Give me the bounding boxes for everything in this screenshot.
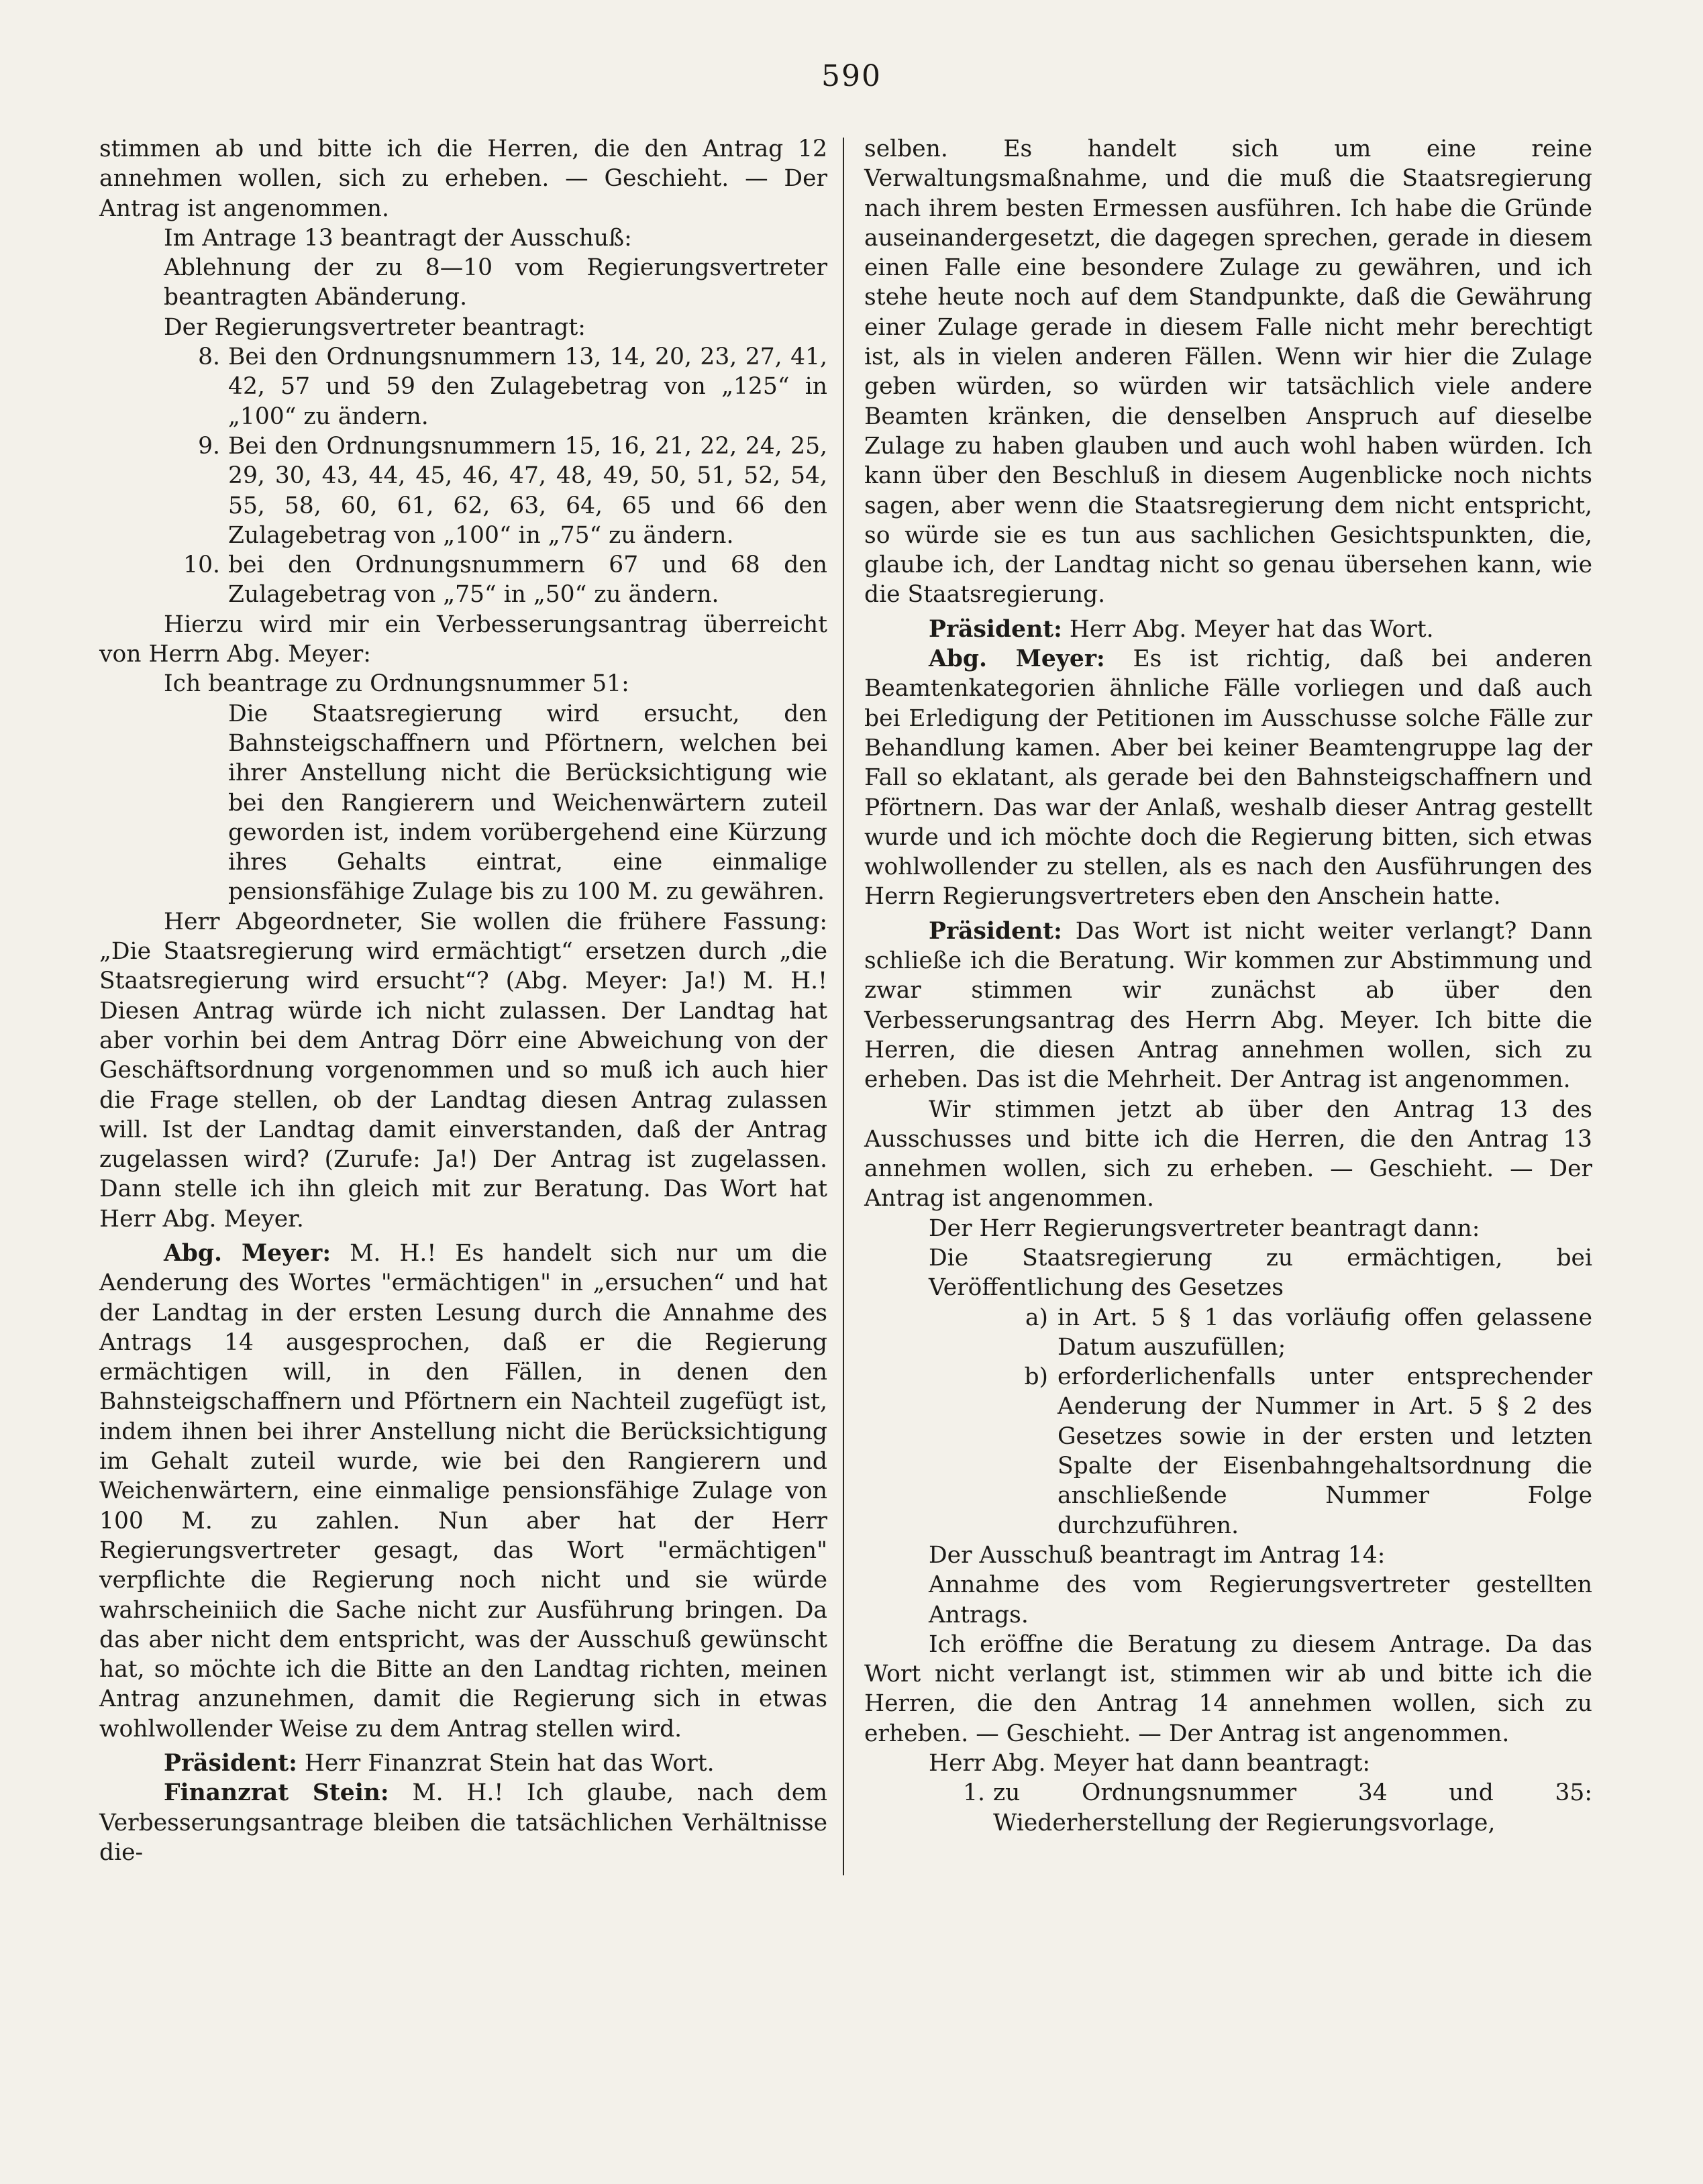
paragraph: stimmen ab und bitte ich die Herren, die den Antrag 12 annehmen wollen, sich zu erheben. — Geschieht. — Der Antrag ist angenommen. bbox=[99, 136, 827, 222]
paragraph: Der Ausschuß beantragt im Antrag 14: bbox=[929, 1541, 1386, 1569]
speech bbox=[864, 917, 1592, 1095]
list-item-text: zu Ordnungsnummer 34 und 35: Wiederherstellung der Regierungsvorlage, bbox=[993, 1779, 1592, 1836]
speech bbox=[864, 615, 1592, 644]
speaker-label: Abg. Meyer: bbox=[929, 645, 1105, 673]
motion-text: Die Staatsregierung wird ersucht, den Bahnsteigschaffnern und Pförtnern, welchen bei ihrer Anstellung nicht die Berücksichtigung wie bei den Rangierern und Weichenwärtern zuteil geworden ist, indem vorübergehend eine Kürzung ihres Gehalts eintrat, eine einmalige pensionsfähige Zulage bis zu 100 M. zu gewähren. bbox=[228, 700, 827, 906]
list-item-number: b) bbox=[1024, 1363, 1048, 1391]
right-column bbox=[864, 134, 1592, 1838]
motion-intro: Ich beantrage zu Ordnungsnummer 51: bbox=[164, 670, 629, 698]
speech bbox=[864, 644, 1592, 912]
paragraph: Wir stimmen jetzt ab über den Antrag 13 des Ausschusses und bitte ich die Herren, die den Antrag 13 annehmen wollen, sich zu erheben. — Geschieht. — Der Antrag ist angenommen. bbox=[864, 1096, 1592, 1212]
speaker-label: Abg. Meyer: bbox=[164, 1239, 331, 1267]
speech bbox=[99, 1749, 827, 1778]
list-item bbox=[164, 550, 827, 610]
paragraph: Der Herr Regierungsvertreter beantragt dann: bbox=[929, 1214, 1480, 1242]
motion-text: Die Staatsregierung zu ermächtigen, bei Veröffentlichung des Gesetzes bbox=[929, 1244, 1592, 1302]
speaker-label: Präsident: bbox=[929, 917, 1062, 945]
list-item-number: a) bbox=[1025, 1304, 1048, 1331]
list-item-number: 10. bbox=[183, 552, 220, 579]
list-item-number: 8. bbox=[198, 344, 220, 371]
paragraph: Im Antrage 13 beantragt der Ausschuß: bbox=[164, 224, 632, 252]
speaker-label: Präsident: bbox=[164, 1750, 297, 1777]
speech-text: M. H.! Ich glaube, nach dem Verbesserungsantrage bleiben die tatsächlichen Verhältnisse die- bbox=[99, 1779, 827, 1866]
list-item bbox=[993, 1303, 1592, 1363]
committee-motion: Annahme des vom Regierungsvertreter gestellten Antrags. bbox=[929, 1571, 1592, 1628]
paragraph: Hierzu wird mir ein Verbesserungsantrag überreicht von Herrn Abg. Meyer: bbox=[99, 611, 827, 668]
list-item bbox=[993, 1362, 1592, 1541]
left-column bbox=[99, 134, 827, 1867]
speech-text: Herr Abg. Meyer hat das Wort. bbox=[1069, 615, 1434, 643]
speech-text: Es ist richtig, daß bei anderen Beamtenkategorien ähnliche Fälle vorliegen und daß auch bei Erledigung der Petitionen im Ausschusse solche Fälle zur Behandlung kamen. Aber bei keiner Beamtengruppe lag der Fall so eklatant, als gerade bei den Bahnsteigschaffnern und Pförtnern. Das war der Anlaß, weshalb dieser Antrag gestellt wurde und ich möchte doch die Regierung bitten, sich etwas wohlwollender zu stellen, als es nach den Ausführungen des Herrn Regierungsvertreters eben den Anschein hatte. bbox=[864, 645, 1593, 911]
list-item-text: in Art. 5 § 1 das vorläufig offen gelassene Datum auszufüllen; bbox=[1057, 1304, 1592, 1361]
list-item bbox=[164, 342, 827, 431]
committee-motion: Ablehnung der zu 8—10 vom Regierungsvertreter beantragten Abänderung. bbox=[164, 254, 827, 311]
paragraph: selben. Es handelt sich um eine reine Verwaltungsmaßnahme, und die muß die Staatsregierung nach ihrem besten Ermessen ausführen. Ich habe die Gründe auseinandergesetzt, die dagegen sprechen, gerade in diesem einen Falle eine besondere Zulage zu gewähren, und ich stehe heute noch auf dem Standpunkte, daß die Gewährung einer Zulage gerade in diesem Falle nicht mehr berechtigt ist, als in vielen anderen Fällen. Wenn wir hier die Zulage geben würden, so würden wir tatsächlich viele andere Beamten kränken, die denselben Anspruch auf dieselbe Zulage zu haben glauben und auch wohl haben würden. Ich kann über den Beschluß in diesem Augenblicke noch nichts sagen, aber wenn die Staatsregierung dem nicht entspricht, so würde sie es tun aus sachlichen Gesichtspunkten, die, glaube ich, der Landtag nicht so genau übersehen kann, wie die Staatsregierung. bbox=[864, 136, 1592, 609]
speech bbox=[99, 1778, 827, 1867]
speech-text: M. H.! Es handelt sich nur um die Aenderung des Wortes "ermächtigen" in „ersuchen“ und hat der Landtag in der ersten Lesung durch die Annahme des Antrags 14 ausgesprochen, daß er die Regierung ermächtigen will, in den Fällen, in denen den Bahnsteigschaffnern und Pförtnern ein Nachteil zugefügt ist, indem ihnen bei ihrer Anstellung nicht die Berücksichtigung im Gehalt zuteil wurde, wie bei den Rangierern und Weichenwärtern, eine einmalige pensionsfähige Zulage von 100 M. zu zahlen. Nun aber hat der Herr Regierungsvertreter gesagt, das Wort "ermächtigen" verpflichte die Regierung noch nicht und sie würde wahrscheiniich die Sache nicht zur Ausführung bringen. Da das aber nicht dem entspricht, was der Ausschuß gewünscht hat, so möchte ich die Bitte an den Landtag richten, meinen Antrag anzunehmen, damit die Regierung sich in etwas wohlwollender Weise zu dem Antrag stellen wird. bbox=[99, 1239, 828, 1743]
speech bbox=[99, 1239, 827, 1744]
column-divider bbox=[843, 138, 844, 1875]
list-item bbox=[164, 431, 827, 550]
paragraph: Herr Abgeordneter, Sie wollen die frühere Fassung: „Die Staatsregierung wird ermächtigt“ ersetzen durch „die Staatsregierung wird ersucht“? (Abg. Meyer: Ja!) M. H.! Diesen Antrag würde ich nicht zulassen. Der Landtag hat aber vorhin bei dem Antrag Dörr eine Abweichung von der Geschäftsordnung vorgenommen und so muß ich auch hier die Frage stellen, ob der Landtag diesen Antrag zulassen will. Ist der Landtag damit einverstanden, daß der Antrag zugelassen wird? (Zurufe: Ja!) Der Antrag ist zugelassen. Dann stelle ich ihn gleich mit zur Beratung. Das Wort hat Herr Abg. Meyer. bbox=[99, 908, 827, 1233]
list-item-number: 9. bbox=[198, 432, 220, 460]
list-item bbox=[929, 1778, 1592, 1838]
speech-text: Herr Finanzrat Stein hat das Wort. bbox=[304, 1750, 715, 1777]
list-item-number: 1. bbox=[963, 1779, 985, 1807]
list-item-text: Bei den Ordnungsnummern 13, 14, 20, 23, 27, 41, 42, 57 und 59 den Zulagebetrag von „125“ in „100“ zu ändern. bbox=[228, 344, 827, 430]
list-item-text: erforderlichenfalls unter entsprechender Aenderung der Nummer in Art. 5 § 2 des Gesetzes sowie in der ersten und letzten Spalte der Eisenbahngehaltsordnung die anschließende Nummer Folge durchzuführen. bbox=[1057, 1363, 1592, 1539]
paragraph: Ich eröffne die Beratung zu diesem Antrage. Da das Wort nicht verlangt ist, stimmen wir ab und bitte ich die Herren, die den Antrag 14 annehmen wollen, sich zu erheben. — Geschieht. — Der Antrag ist angenommen. bbox=[864, 1630, 1592, 1747]
paragraph: Herr Abg. Meyer hat dann beantragt: bbox=[929, 1750, 1371, 1777]
paragraph: Der Regierungsvertreter beantragt: bbox=[164, 313, 586, 341]
speaker-label: Finanzrat Stein: bbox=[164, 1779, 389, 1807]
list-item-text: Bei den Ordnungsnummern 15, 16, 21, 22, 24, 25, 29, 30, 43, 44, 45, 46, 47, 48, 49, 50, 51, 52, 54, 55, 58, 60, 61, 62, 63, 64, 65 und 66 den Zulagebetrag von „100“ in „75“ zu ändern. bbox=[228, 432, 827, 549]
speech-text: Das Wort ist nicht weiter verlangt? Dann schließe ich die Beratung. Wir kommen zur Abstimmung und zwar stimmen wir zunächst ab über den Verbesserungsantrag des Herrn Abg. Meyer. Ich bitte die Herren, die diesen Antrag annehmen wollen, sich zu erheben. Das ist die Mehrheit. Der Antrag ist angenommen. bbox=[864, 917, 1592, 1094]
list-item-text: bei den Ordnungsnummern 67 und 68 den Zulagebetrag von „75“ in „50“ zu ändern. bbox=[228, 552, 827, 609]
page-number: 590 bbox=[821, 59, 882, 93]
speaker-label: Präsident: bbox=[929, 615, 1062, 643]
